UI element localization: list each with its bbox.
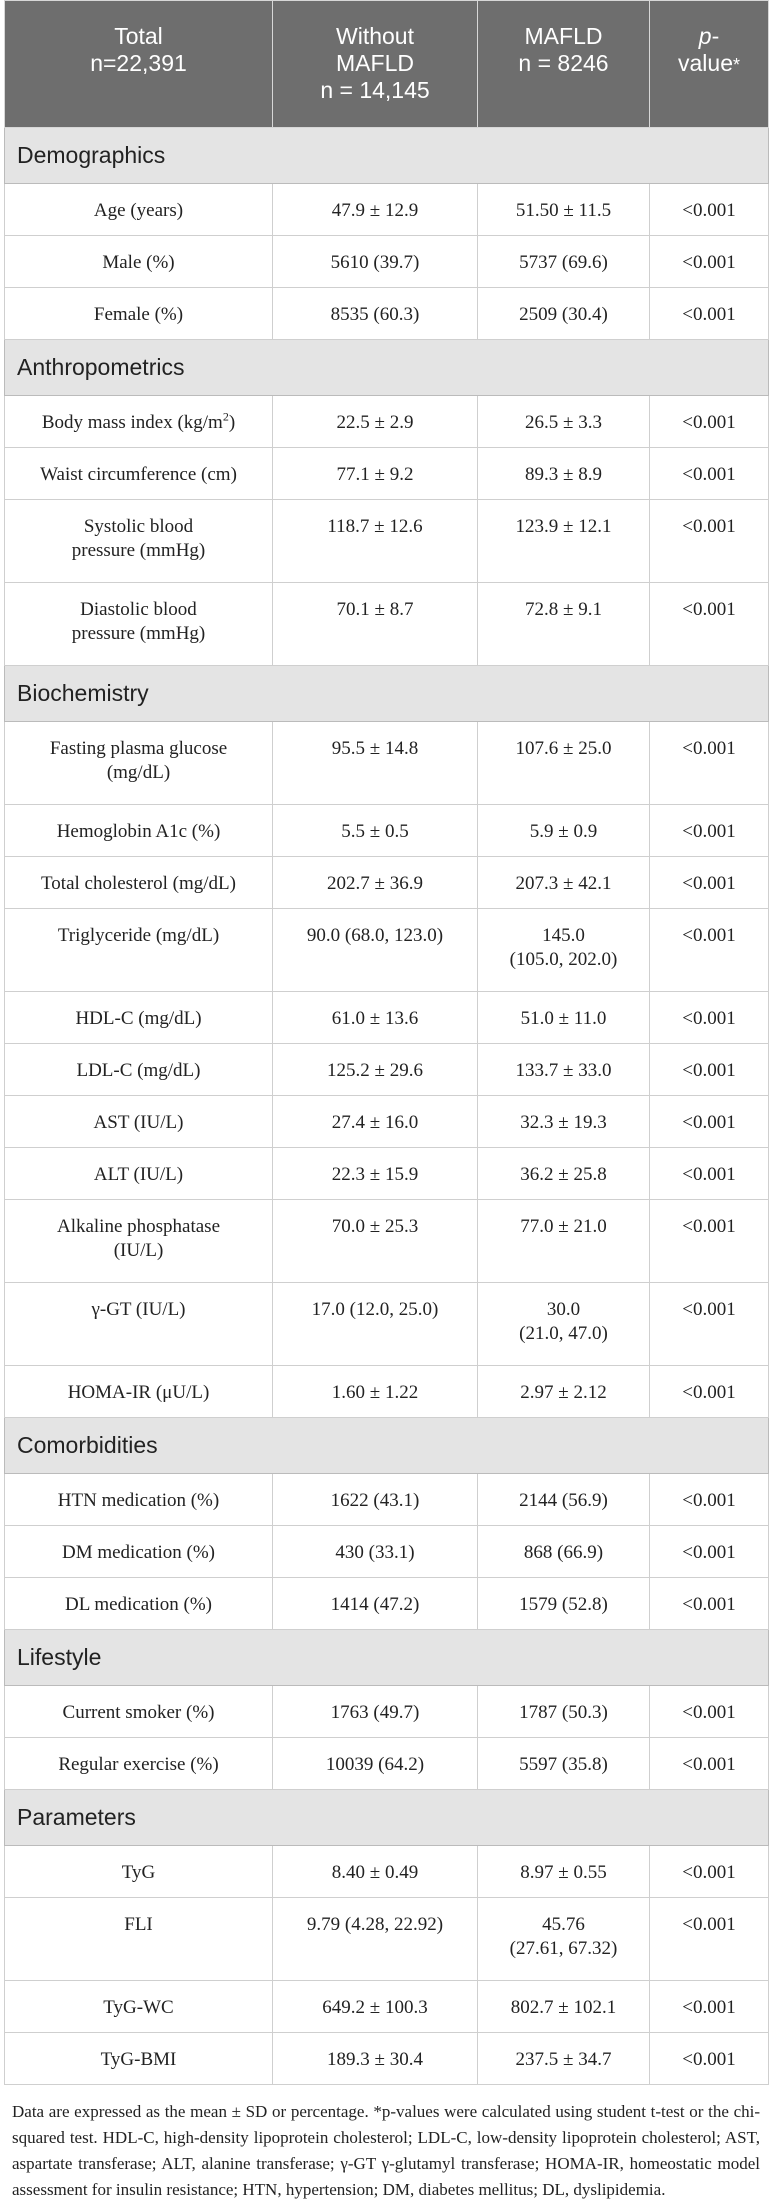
cell-line: 30.0 <box>546 1299 581 1320</box>
cell-line: 95.5 ± 14.8 <box>331 738 419 759</box>
cell-line: Hemoglobin A1c (%) <box>56 821 221 842</box>
without-mafld-value <box>273 909 478 992</box>
table-body <box>5 128 769 2085</box>
mafld-value <box>478 805 650 857</box>
row-label <box>5 722 273 805</box>
table-row <box>5 1096 769 1148</box>
cell-line: (21.0, 47.0) <box>519 1323 608 1344</box>
cell-line: 1.60 ± 1.22 <box>331 1382 419 1403</box>
cell-line: 22.3 ± 15.9 <box>331 1164 419 1185</box>
section-title: Lifestyle <box>5 1630 769 1686</box>
cell-line: Female (%) <box>93 304 184 325</box>
mafld-value <box>478 722 650 805</box>
header-total <box>5 1 273 128</box>
cell-line: ALT (IU/L) <box>93 1164 184 1185</box>
table-row <box>5 1898 769 1981</box>
cell-line: 8535 (60.3) <box>330 304 420 325</box>
without-mafld-value <box>273 1096 478 1148</box>
cell-line: 125.2 ± 29.6 <box>327 1060 423 1081</box>
cell-line: Fasting plasma glucose <box>49 738 228 759</box>
cell-line: 47.9 ± 12.9 <box>331 200 419 221</box>
header-total-line: Total <box>114 23 163 49</box>
cell-line: Waist circumference (cm) <box>40 464 237 485</box>
table-row <box>5 1738 769 1790</box>
table-row <box>5 236 769 288</box>
without-mafld-value <box>273 1044 478 1096</box>
cell-line: LDL-C (mg/dL) <box>76 1060 201 1081</box>
header-p-line <box>654 50 764 79</box>
p-value: <0.001 <box>650 722 769 805</box>
row-label <box>5 1526 273 1578</box>
header-p-value <box>650 1 769 128</box>
table-container <box>4 0 768 2203</box>
row-label <box>5 1044 273 1096</box>
without-mafld-value <box>273 396 478 448</box>
without-mafld-value <box>273 1981 478 2033</box>
header-p-word: value <box>678 50 733 76</box>
without-mafld-value <box>273 1148 478 1200</box>
cell-line: 70.0 ± 25.3 <box>331 1216 419 1237</box>
cell-line: 72.8 ± 9.1 <box>525 599 602 620</box>
mafld-value <box>478 857 650 909</box>
mafld-value <box>478 448 650 500</box>
p-value: <0.001 <box>650 992 769 1044</box>
header-total-line: n=22,391 <box>90 50 187 76</box>
cell-line: 430 (33.1) <box>335 1542 415 1563</box>
p-value: <0.001 <box>650 909 769 992</box>
mafld-value <box>478 1981 650 2033</box>
label-text: Body mass index (kg/m <box>41 412 223 433</box>
p-value: <0.001 <box>650 1981 769 2033</box>
p-value: <0.001 <box>650 1366 769 1418</box>
row-label <box>5 1898 273 1981</box>
without-mafld-value <box>273 1366 478 1418</box>
mafld-value <box>478 1096 650 1148</box>
without-mafld-value <box>273 1898 478 1981</box>
header-mafld-line: MAFLD <box>524 23 603 49</box>
row-label <box>5 2033 273 2085</box>
table-row <box>5 1366 769 1418</box>
cell-line: 10039 (64.2) <box>325 1754 425 1775</box>
cell-line: 118.7 ± 12.6 <box>327 516 423 537</box>
cell-line: DM medication (%) <box>61 1542 215 1563</box>
mafld-value <box>478 909 650 992</box>
without-mafld-value <box>273 1738 478 1790</box>
header-p-dash: - <box>711 23 720 49</box>
p-value: <0.001 <box>650 1283 769 1366</box>
cell-line: 189.3 ± 30.4 <box>327 2049 423 2070</box>
table-row <box>5 583 769 666</box>
section-title: Parameters <box>5 1790 769 1846</box>
cell-line: 77.0 ± 21.0 <box>520 1216 607 1237</box>
without-mafld-value <box>273 288 478 340</box>
cell-line: 1763 (49.7) <box>330 1702 420 1723</box>
p-value: <0.001 <box>650 1044 769 1096</box>
cell-line: TyG <box>121 1862 156 1883</box>
cell-line: Diastolic blood <box>80 599 197 620</box>
cell-line: Triglyceride (mg/dL) <box>57 925 220 946</box>
cell-line: 1622 (43.1) <box>330 1490 420 1511</box>
cell-line: Systolic blood <box>83 516 194 537</box>
row-label <box>5 288 273 340</box>
cell-line: 2144 (56.9) <box>519 1490 608 1511</box>
p-value: <0.001 <box>650 1096 769 1148</box>
cell-line: Current smoker (%) <box>62 1702 215 1723</box>
section-title: Biochemistry <box>5 666 769 722</box>
without-mafld-value <box>273 1526 478 1578</box>
without-mafld-value <box>273 1846 478 1898</box>
cell-line: (mg/dL) <box>106 762 171 783</box>
p-value: <0.001 <box>650 1578 769 1630</box>
table-row <box>5 1578 769 1630</box>
without-mafld-value <box>273 448 478 500</box>
cell-line: 1579 (52.8) <box>519 1594 608 1615</box>
table-row <box>5 857 769 909</box>
cell-line: Regular exercise (%) <box>58 1754 219 1775</box>
table-row <box>5 448 769 500</box>
cell-line: Age (years) <box>93 200 184 221</box>
cell-line: 123.9 ± 12.1 <box>515 516 612 537</box>
row-label <box>5 500 273 583</box>
label-superscript: 2 <box>222 409 229 424</box>
header-mafld <box>478 1 650 128</box>
header-p-asterisk: * <box>732 55 740 75</box>
without-mafld-value <box>273 992 478 1044</box>
without-mafld-value <box>273 1578 478 1630</box>
mafld-value <box>478 1200 650 1283</box>
row-label <box>5 1474 273 1526</box>
p-value: <0.001 <box>650 1898 769 1981</box>
cell-line: 77.1 ± 9.2 <box>336 464 414 485</box>
mafld-value <box>478 1526 650 1578</box>
p-value: <0.001 <box>650 1474 769 1526</box>
table-row <box>5 1846 769 1898</box>
without-mafld-value <box>273 722 478 805</box>
cell-line: HOMA-IR (μU/L) <box>67 1382 210 1403</box>
table-header <box>5 1 769 128</box>
cell-line: 8.97 ± 0.55 <box>520 1862 607 1883</box>
p-value: <0.001 <box>650 1148 769 1200</box>
mafld-value <box>478 1474 650 1526</box>
row-label <box>5 396 273 448</box>
row-label <box>5 857 273 909</box>
p-value: <0.001 <box>650 805 769 857</box>
section-row <box>5 1790 769 1846</box>
mafld-value <box>478 992 650 1044</box>
row-label <box>5 1200 273 1283</box>
cell-line: 145.0 <box>542 925 585 946</box>
cell-line <box>17 411 260 435</box>
header-without-line: n = 14,145 <box>320 77 430 103</box>
section-row <box>5 340 769 396</box>
table-row <box>5 1044 769 1096</box>
cell-line: 45.76 <box>542 1914 585 1935</box>
mafld-value <box>478 288 650 340</box>
table-row <box>5 1686 769 1738</box>
mafld-value <box>478 396 650 448</box>
header-without-mafld <box>273 1 478 128</box>
p-value: <0.001 <box>650 448 769 500</box>
p-value: <0.001 <box>650 500 769 583</box>
cell-line: 5.5 ± 0.5 <box>341 821 409 842</box>
cell-line: Total cholesterol (mg/dL) <box>41 873 236 894</box>
cell-line: 8.40 ± 0.49 <box>331 1862 419 1883</box>
cell-line: DL medication (%) <box>64 1594 213 1615</box>
row-label <box>5 805 273 857</box>
cell-line: HDL-C (mg/dL) <box>75 1008 202 1029</box>
mafld-value <box>478 583 650 666</box>
mafld-value <box>478 1366 650 1418</box>
label-suffix: ) <box>228 412 236 433</box>
cell-line: 107.6 ± 25.0 <box>515 738 612 759</box>
cell-line: 1414 (47.2) <box>330 1594 420 1615</box>
table-row <box>5 805 769 857</box>
table-footnote: Data are expressed as the mean ± SD or percentage. *p-values were calculated using student t-test or the chi-squared test. HDL-C, high-density lipoprotein cholesterol; LDL-C, low-density lipoprotein cholesterol; AST, aspartate transferase; ALT, alanine transferase; γ-GT γ-glutamyl transferase; HOMA-IR, homeostatic model assessment for insulin resistance; HTN, hypertension; DM, diabetes mellitus; DL, dyslipidemia. <box>12 2102 760 2199</box>
p-value: <0.001 <box>650 184 769 236</box>
cell-line: 202.7 ± 36.9 <box>327 873 423 894</box>
cell-line: 26.5 ± 3.3 <box>525 412 602 433</box>
mafld-value <box>478 1044 650 1096</box>
section-title: Anthropometrics <box>5 340 769 396</box>
cell-line: TyG-BMI <box>100 2049 177 2070</box>
table-row <box>5 1981 769 2033</box>
table-row <box>5 722 769 805</box>
cell-line: 89.3 ± 8.9 <box>525 464 602 485</box>
cell-line: 9.79 (4.28, 22.92) <box>306 1914 444 1935</box>
cell-line: 17.0 (12.0, 25.0) <box>311 1299 439 1320</box>
header-without-line: MAFLD <box>336 50 414 76</box>
p-value: <0.001 <box>650 1686 769 1738</box>
cell-line: (105.0, 202.0) <box>509 949 618 970</box>
p-value: <0.001 <box>650 1200 769 1283</box>
without-mafld-value <box>273 1686 478 1738</box>
cell-line: pressure (mmHg) <box>71 623 206 644</box>
table-row <box>5 2033 769 2085</box>
mafld-value <box>478 1846 650 1898</box>
characteristics-table <box>4 0 769 2085</box>
cell-line: FLI <box>124 1914 153 1935</box>
row-label <box>5 1148 273 1200</box>
p-value: <0.001 <box>650 236 769 288</box>
row-label <box>5 1578 273 1630</box>
cell-line: 90.0 (68.0, 123.0) <box>306 925 444 946</box>
cell-line: 2.97 ± 2.12 <box>520 1382 607 1403</box>
mafld-value <box>478 2033 650 2085</box>
cell-line: 27.4 ± 16.0 <box>331 1112 419 1133</box>
without-mafld-value <box>273 2033 478 2085</box>
without-mafld-value <box>273 805 478 857</box>
mafld-value <box>478 1148 650 1200</box>
header-p-symbol: p <box>698 23 712 49</box>
without-mafld-value <box>273 1283 478 1366</box>
cell-line: 32.3 ± 19.3 <box>520 1112 607 1133</box>
cell-line: 207.3 ± 42.1 <box>515 873 612 894</box>
without-mafld-value <box>273 583 478 666</box>
table-row <box>5 500 769 583</box>
p-value: <0.001 <box>650 1846 769 1898</box>
table-row <box>5 1148 769 1200</box>
row-label <box>5 909 273 992</box>
row-label <box>5 1738 273 1790</box>
cell-line: 5737 (69.6) <box>519 252 608 273</box>
cell-line: pressure (mmHg) <box>71 540 206 561</box>
section-row <box>5 1630 769 1686</box>
cell-line: Male (%) <box>102 252 175 273</box>
mafld-value <box>478 1283 650 1366</box>
cell-line: γ-GT (IU/L) <box>91 1299 186 1320</box>
mafld-value <box>478 1578 650 1630</box>
row-label <box>5 184 273 236</box>
table-row <box>5 184 769 236</box>
without-mafld-value <box>273 857 478 909</box>
p-value: <0.001 <box>650 1526 769 1578</box>
mafld-value <box>478 1738 650 1790</box>
header-p-line <box>654 23 764 50</box>
cell-line: 1787 (50.3) <box>519 1702 608 1723</box>
header-without-line: Without <box>336 23 414 49</box>
cell-line: 36.2 ± 25.8 <box>520 1164 607 1185</box>
without-mafld-value <box>273 184 478 236</box>
row-label <box>5 448 273 500</box>
row-label <box>5 1981 273 2033</box>
mafld-value <box>478 184 650 236</box>
p-value: <0.001 <box>650 396 769 448</box>
cell-line: 133.7 ± 33.0 <box>515 1060 612 1081</box>
mafld-value <box>478 236 650 288</box>
row-label <box>5 583 273 666</box>
cell-line: (27.61, 67.32) <box>509 1938 618 1959</box>
cell-line: (IU/L) <box>113 1240 164 1261</box>
cell-line: HTN medication (%) <box>57 1490 220 1511</box>
without-mafld-value <box>273 236 478 288</box>
cell-line: TyG-WC <box>103 1997 174 2018</box>
table-row <box>5 396 769 448</box>
row-label <box>5 1846 273 1898</box>
table-row <box>5 288 769 340</box>
cell-line: 5597 (35.8) <box>519 1754 608 1775</box>
section-title: Demographics <box>5 128 769 184</box>
mafld-value <box>478 1686 650 1738</box>
cell-line: 237.5 ± 34.7 <box>515 2049 612 2070</box>
without-mafld-value <box>273 1474 478 1526</box>
row-label <box>5 1096 273 1148</box>
table-row <box>5 1200 769 1283</box>
p-value: <0.001 <box>650 857 769 909</box>
cell-line: 802.7 ± 102.1 <box>510 1997 617 2018</box>
cell-line: 51.0 ± 11.0 <box>520 1008 607 1029</box>
cell-line: 61.0 ± 13.6 <box>331 1008 419 1029</box>
section-row <box>5 128 769 184</box>
without-mafld-value <box>273 1200 478 1283</box>
table-row <box>5 992 769 1044</box>
cell-line: 868 (66.9) <box>523 1542 604 1563</box>
cell-line: 649.2 ± 100.3 <box>322 1997 428 2018</box>
cell-line: Alkaline phosphatase <box>56 1216 221 1237</box>
row-label <box>5 1686 273 1738</box>
without-mafld-value <box>273 500 478 583</box>
row-label <box>5 1283 273 1366</box>
cell-line: 70.1 ± 8.7 <box>336 599 414 620</box>
cell-line: AST (IU/L) <box>93 1112 184 1133</box>
cell-line: 5.9 ± 0.9 <box>529 821 598 842</box>
p-value: <0.001 <box>650 1738 769 1790</box>
row-label <box>5 1366 273 1418</box>
mafld-value <box>478 1898 650 1981</box>
cell-line: 51.50 ± 11.5 <box>515 200 612 221</box>
section-title: Comorbidities <box>5 1418 769 1474</box>
header-mafld-line: n = 8246 <box>518 50 609 76</box>
table-row <box>5 1283 769 1366</box>
row-label <box>5 236 273 288</box>
table-row <box>5 1526 769 1578</box>
table-row <box>5 909 769 992</box>
table-row <box>5 1474 769 1526</box>
cell-line: 5610 (39.7) <box>330 252 420 273</box>
cell-line: 22.5 ± 2.9 <box>336 412 414 433</box>
p-value: <0.001 <box>650 2033 769 2085</box>
cell-line: 2509 (30.4) <box>519 304 608 325</box>
mafld-value <box>478 500 650 583</box>
section-row <box>5 666 769 722</box>
row-label <box>5 992 273 1044</box>
section-row <box>5 1418 769 1474</box>
p-value: <0.001 <box>650 288 769 340</box>
p-value: <0.001 <box>650 583 769 666</box>
